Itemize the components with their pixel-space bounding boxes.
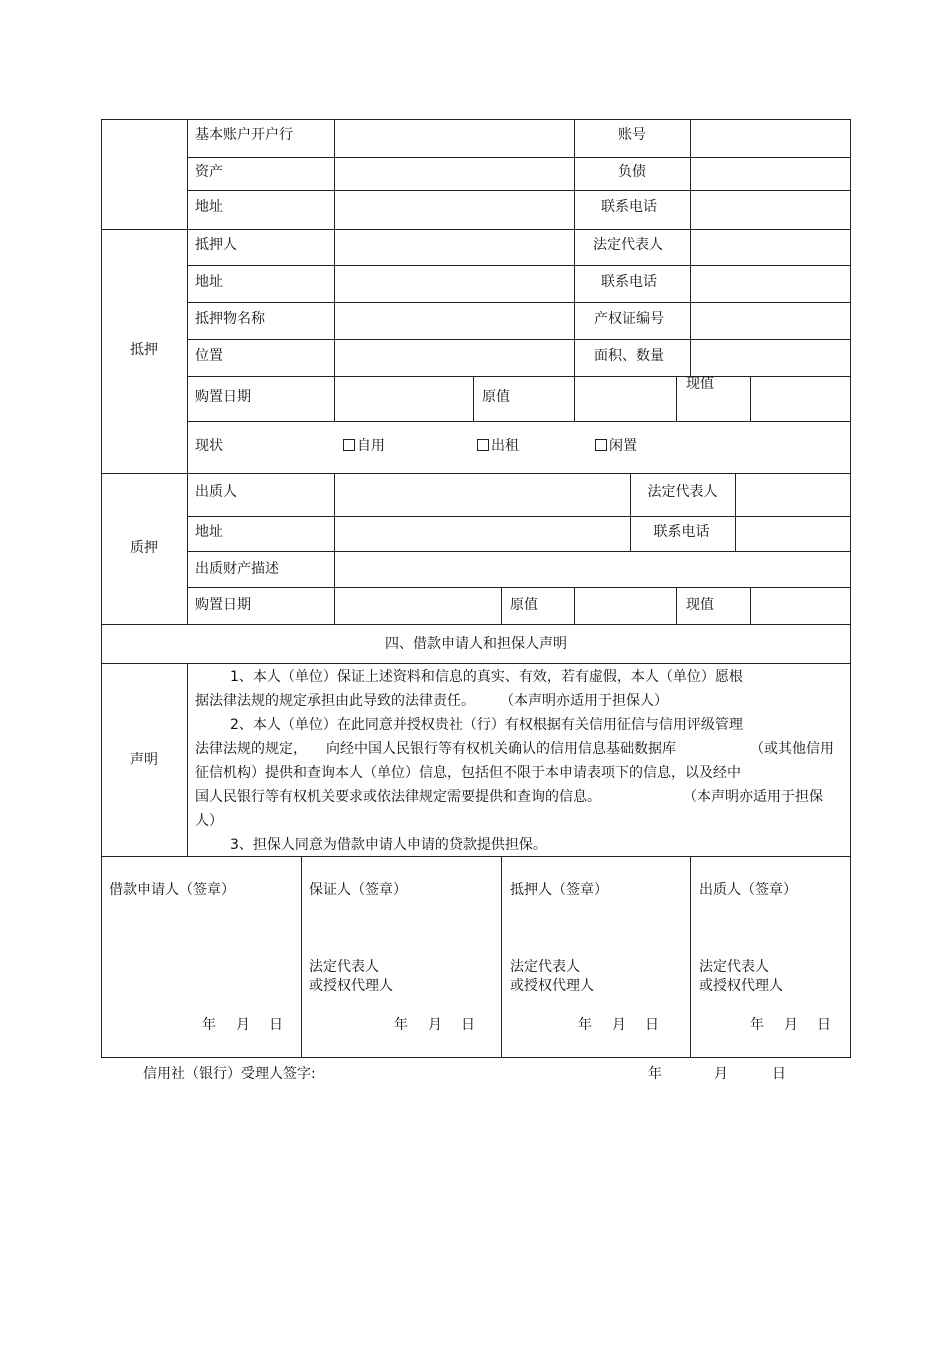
mortgagor-field[interactable]	[336, 231, 572, 264]
label-mortgage-address: 地址	[195, 274, 223, 290]
pledge-address-field[interactable]	[336, 518, 629, 550]
mortgage-legal-rep-field[interactable]	[692, 231, 849, 264]
label-pledge-purchase-date: 购置日期	[195, 597, 251, 613]
date-year: 年	[202, 1017, 216, 1033]
account-no-field[interactable]	[692, 121, 849, 156]
signature-box-borrower[interactable]	[102, 857, 301, 1057]
row-divider	[187, 265, 851, 266]
column-divider	[334, 473, 335, 625]
signature-box-pledgor[interactable]	[691, 857, 850, 1057]
date-day: 日	[461, 1017, 475, 1033]
label-cert-no: 产权证编号	[594, 311, 664, 327]
legal-rep-label: 法定代表人	[699, 959, 769, 975]
section-title-mortgage: 抵押	[130, 342, 158, 358]
column-divider	[750, 376, 751, 422]
checkbox-icon[interactable]	[343, 439, 355, 451]
label-mortgage-legal-rep: 法定代表人	[593, 237, 663, 253]
signature-label-mortgagor: 抵押人（签章）	[510, 882, 608, 898]
label-mortgagor: 抵押人	[195, 237, 237, 253]
signature-label-borrower: 借款申请人（签章）	[109, 882, 235, 898]
basic-bank-field[interactable]	[336, 121, 572, 156]
authorized-label: 或授权代理人	[510, 978, 594, 994]
checkbox-icon[interactable]	[595, 439, 607, 451]
row-divider	[187, 376, 851, 377]
row-divider	[187, 339, 851, 340]
label-pledge-original-value: 原值	[510, 597, 538, 613]
option-rented[interactable]	[477, 437, 519, 455]
label-mortgage-phone: 联系电话	[601, 274, 657, 290]
section-title-pledge: 质押	[130, 540, 158, 556]
acceptor-signature-field[interactable]	[335, 1062, 615, 1086]
row-divider	[187, 190, 851, 191]
mortgage-purchase-date-field[interactable]	[336, 378, 472, 420]
mortgage-current-value-field[interactable]	[752, 378, 849, 420]
table-border-top	[101, 119, 851, 120]
table-border-bottom	[101, 1057, 851, 1058]
pledge-current-value-field[interactable]	[752, 589, 849, 623]
column-divider	[334, 119, 335, 422]
pledge-original-value-field[interactable]	[576, 589, 675, 623]
mortgage-address-field[interactable]	[336, 267, 572, 301]
declaration-line: 人）	[195, 813, 223, 829]
date-day: 日	[645, 1017, 659, 1033]
label-property-desc: 出质财产描述	[195, 561, 279, 577]
column-divider	[735, 473, 736, 552]
date-month: 月	[784, 1017, 798, 1033]
declaration-line: 国人民银行等有权机关要求或依法律规定需要提供和查询的信息。	[195, 789, 601, 805]
declaration-line: 据法律法规的规定承担由此导致的法律责任。	[195, 693, 475, 709]
mortgage-original-value-field[interactable]	[576, 378, 675, 420]
section-divider	[101, 229, 851, 230]
row-divider	[187, 516, 851, 517]
mortgage-phone-field[interactable]	[692, 267, 849, 301]
footer-month: 月	[714, 1066, 728, 1082]
declaration-line: （本声明亦适用于担保	[683, 789, 823, 805]
signature-box-mortgagor[interactable]	[502, 857, 690, 1057]
declaration-line: 法律法规的规定，	[195, 741, 307, 757]
authorized-label: 或授权代理人	[699, 978, 783, 994]
date-year: 年	[394, 1017, 408, 1033]
declaration-line: 2、本人（单位）在此同意并授权贵社（行）有权根据有关信用征信与信用评级管理	[230, 717, 743, 733]
label-mortgage-original-value: 原值	[482, 389, 510, 405]
acceptor-signature-label: 信用社（银行）受理人签字:	[143, 1066, 316, 1082]
area-qty-field[interactable]	[692, 341, 849, 375]
label-pledge-phone: 联系电话	[653, 524, 710, 540]
column-divider	[187, 663, 188, 857]
date-month: 月	[612, 1017, 626, 1033]
signature-box-guarantor[interactable]	[302, 857, 501, 1057]
label-assets: 资产	[195, 164, 223, 180]
label-area-qty: 面积、数量	[594, 348, 664, 364]
declaration-line: 征信机构）提供和查询本人（单位）信息，包括但不限于本申请表项下的信息，以及经中	[195, 765, 741, 781]
label-status: 现状	[195, 438, 223, 454]
label-account-no: 账号	[618, 127, 646, 143]
column-divider	[676, 376, 677, 422]
date-month: 月	[236, 1017, 250, 1033]
column-divider	[473, 376, 474, 422]
date-year: 年	[750, 1017, 764, 1033]
column-divider	[574, 587, 575, 625]
label-mortgage-current-value: 现值	[686, 376, 714, 392]
label-basic-bank: 基本账户开户行	[195, 127, 293, 143]
label-pledge-current-value: 现值	[686, 597, 714, 613]
date-day: 日	[817, 1017, 831, 1033]
column-divider	[690, 119, 691, 377]
table-border-right	[850, 119, 851, 1058]
section-divider	[101, 663, 851, 664]
column-divider	[187, 119, 188, 625]
column-divider	[676, 587, 677, 625]
signature-label-guarantor: 保证人（签章）	[309, 882, 407, 898]
label-mortgage-purchase-date: 购置日期	[195, 389, 251, 405]
checkbox-icon[interactable]	[477, 439, 489, 451]
legal-rep-label: 法定代表人	[510, 959, 580, 975]
label-location: 位置	[195, 348, 223, 364]
declaration-label: 声明	[130, 752, 158, 768]
cert-no-field[interactable]	[692, 304, 849, 338]
pledgor-field[interactable]	[336, 475, 629, 515]
pledge-purchase-date-field[interactable]	[336, 589, 500, 623]
section-divider	[101, 473, 851, 474]
label-liabilities: 负债	[618, 164, 646, 180]
row-divider	[187, 587, 851, 588]
declaration-line: （本声明亦适用于担保人）	[500, 693, 668, 709]
property-desc-field[interactable]	[336, 553, 849, 586]
authorized-label: 或授权代理人	[309, 978, 393, 994]
label-address: 地址	[195, 199, 223, 215]
label-pledgor: 出质人	[195, 484, 237, 500]
date-year: 年	[578, 1017, 592, 1033]
footer-year: 年	[648, 1066, 662, 1082]
option-label: 出租	[491, 438, 519, 454]
option-label: 闲置	[609, 438, 637, 454]
address-field[interactable]	[336, 192, 572, 228]
liabilities-field[interactable]	[692, 159, 849, 189]
label-mortgage-item-name: 抵押物名称	[195, 311, 265, 327]
label-pledge-legal-rep: 法定代表人	[647, 484, 718, 500]
row-divider	[187, 421, 851, 422]
column-divider	[501, 587, 502, 625]
label-phone: 联系电话	[601, 199, 657, 215]
declaration-line: 向经中国人民银行等有权机关确认的信用信息基础数据库	[326, 741, 676, 757]
row-divider	[187, 157, 851, 158]
date-month: 月	[428, 1017, 442, 1033]
footer-day: 日	[772, 1066, 786, 1082]
declaration-heading: 四、借款申请人和担保人声明	[385, 636, 567, 652]
declaration-line: 3、担保人同意为借款申请人申请的贷款提供担保。	[230, 837, 547, 853]
location-field[interactable]	[336, 341, 572, 375]
row-divider	[187, 551, 851, 552]
pledge-legal-rep-field[interactable]	[737, 475, 849, 515]
date-day: 日	[269, 1017, 283, 1033]
assets-field[interactable]	[336, 159, 572, 189]
legal-rep-label: 法定代表人	[309, 959, 379, 975]
mortgage-item-name-field[interactable]	[336, 304, 572, 338]
option-self-use[interactable]	[343, 437, 385, 455]
declaration-line: 1、本人（单位）保证上述资料和信息的真实、有效，若有虚假，本人（单位）愿根	[230, 669, 743, 685]
row-divider	[187, 302, 851, 303]
column-divider	[750, 587, 751, 625]
section-divider	[101, 624, 851, 625]
option-label: 自用	[357, 438, 385, 454]
label-pledge-address: 地址	[195, 524, 223, 540]
signature-label-pledgor: 出质人（签章）	[699, 882, 797, 898]
option-idle[interactable]	[595, 437, 637, 455]
declaration-line: （或其他信用	[750, 741, 834, 757]
pledge-phone-field[interactable]	[737, 518, 849, 550]
phone-field[interactable]	[692, 192, 849, 228]
